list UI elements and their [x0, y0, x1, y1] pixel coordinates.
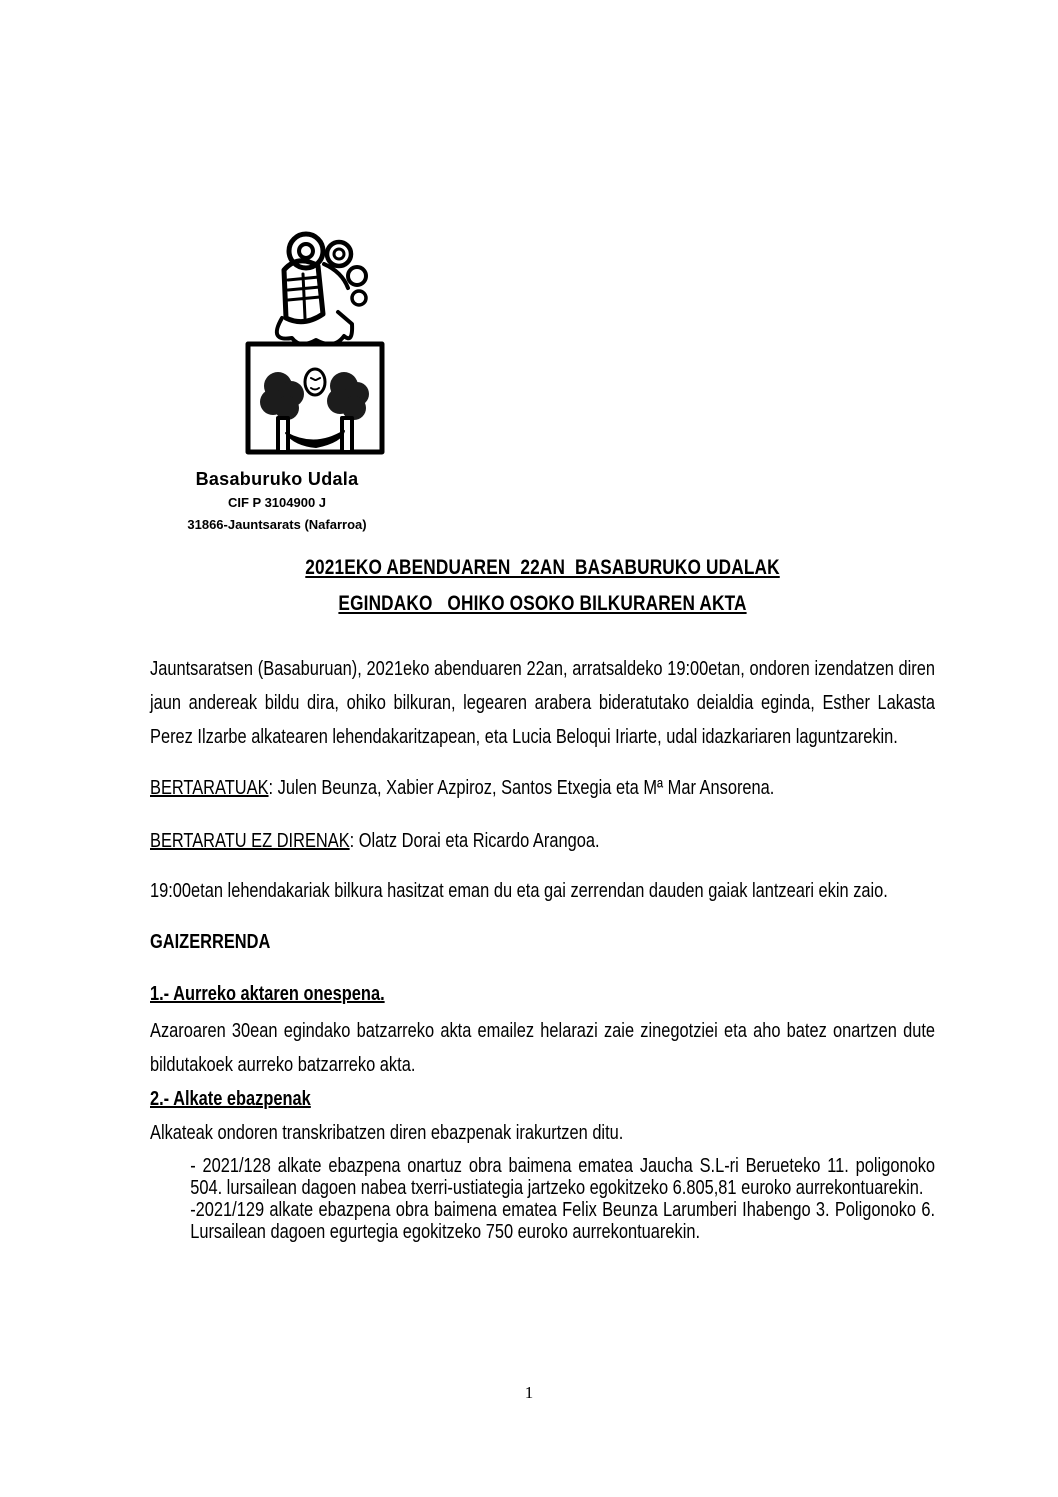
- item1-heading: 1.- Aurreko aktaren onespena.: [150, 983, 385, 1005]
- org-cif: CIF P 3104900 J: [227, 495, 327, 510]
- org-address: 31866-Jauntsarats (Nafarroa): [187, 517, 367, 532]
- document-title: [150, 550, 935, 622]
- resolution-item-2: -2021/129 alkate ebazpena obra baimena ematea Felix Beunza Larumberi Ihabengo 3. Poligonoko 6. Lursailean dagoen egurtegia egokitzeko 750 euroko aurrekontuarekin.: [190, 1199, 936, 1243]
- absent-label: BERTARATU EZ DIRENAK: [150, 830, 350, 852]
- page-number: 1: [524, 1383, 534, 1402]
- opening-paragraph: 19:00etan lehendakariak bilkura hasitzat eman du eta gai zerrendan dauden gaiak lantzeari ekin zaio.: [150, 880, 888, 902]
- item1-paragraph: Azaroaren 30ean egindako batzarreko akta emailez helarazi zaie zinegotziei eta aho batez onartzen dute bildutakoek aurreko batzarreko akta.: [150, 1020, 936, 1076]
- org-name: Basaburuko Udala: [195, 469, 359, 489]
- title-line-2: EGINDAKO OHIKO OSOKO BILKURAREN AKTA: [338, 592, 747, 615]
- agenda-heading: GAIZERRENDA: [150, 931, 271, 953]
- coat-of-arms-logo: [240, 226, 390, 460]
- title-line-1: 2021EKO ABENDUAREN 22AN BASABURUKO UDALAK: [305, 556, 780, 579]
- absent-line: [150, 824, 935, 858]
- document-body: [150, 550, 935, 1243]
- attendees-line: [150, 771, 935, 805]
- absent-names: : Olatz Dorai eta Ricardo Arangoa.: [349, 830, 600, 852]
- attendees-label: BERTARATUAK: [150, 777, 269, 799]
- attendees-names: : Julen Beunza, Xabier Azpiroz, Santos Etxegia eta Mª Mar Ansorena.: [268, 777, 775, 799]
- resolution-item-1: - 2021/128 alkate ebazpena onartuz obra baimena ematea Jaucha S.L-ri Berueteko 11. poligonoko 504. lursailean dagoen nabea txerri-ustiategia jartzeko egokitzeko 6.805,81 euroko aurrekontuarekin.: [190, 1155, 936, 1199]
- resolutions-list: [150, 1155, 935, 1243]
- item2-paragraph: Alkateak ondoren transkribatzen diren ebazpenak irakurtzen ditu.: [150, 1122, 624, 1144]
- org-header: [107, 466, 447, 536]
- intro-paragraph: Jauntsaratsen (Basaburuan), 2021eko abenduaren 22an, arratsaldeko 19:00etan, ondoren izendatzen diren jaun andereak bildu dira, ohiko bilkuran, legearen arabera bideratutako deialdia eginda, Esther Lakasta Perez Ilzarbe alkatearen lehendakaritzapean, eta Lucia Beloqui Iriarte, udal idazkariaren laguntzarekin.: [150, 658, 936, 748]
- item2-heading: 2.- Alkate ebazpenak: [150, 1088, 311, 1110]
- coat-of-arms-icon: [240, 226, 390, 460]
